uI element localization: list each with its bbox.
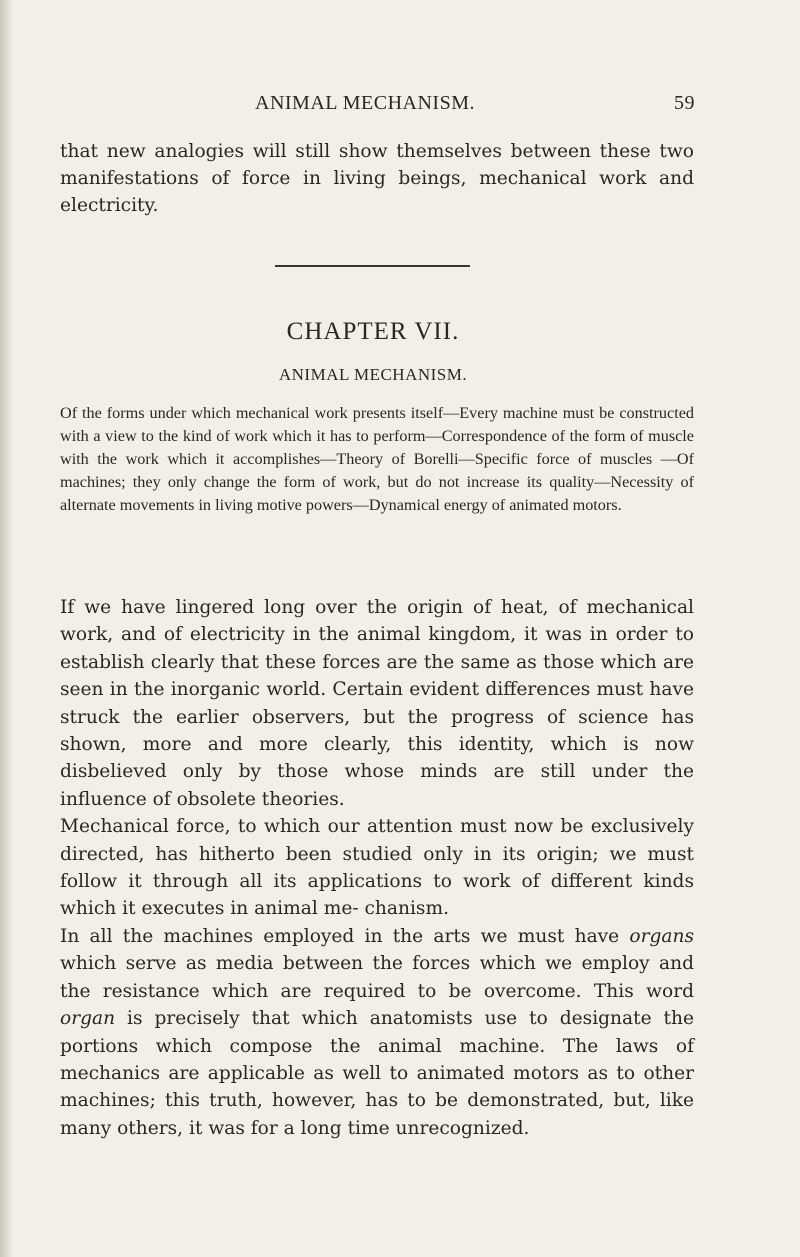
chapter-subtitle: ANIMAL MECHANISM.: [278, 365, 468, 384]
body-paragraph-3: [60, 923, 694, 1142]
body-paragraph-2: Mechanical force, to which our attention must now be exclusively directed, has hitherto been studied only in its origin; we must follow it through all its applications to work of different kinds which it executes in animal me- chanism.: [60, 816, 694, 920]
page-number: 59: [674, 92, 695, 114]
emphasis-organ: organ: [60, 1008, 116, 1030]
chapter-title: CHAPTER VII.: [286, 318, 460, 345]
chapter-body: [60, 594, 694, 1142]
section-divider: [275, 265, 470, 267]
emphasis-organs: organs: [629, 925, 694, 947]
intro-paragraph: that new analogies will still show themselves between these two manifestations of force in living beings, mechanical work and electricity.: [60, 141, 694, 216]
intro-paragraph-block: [60, 138, 694, 219]
body-paragraph-3-text-c: is precisely that which anatomists use to designate the portions which compose the animal machine. The laws of mechanics are applicable as well to animated motors as to other machines; this truth, however, has to be demonstrated, but, like many others, it was for a long time unrecognized.: [60, 1008, 694, 1139]
chapter-summary: Of the forms under which mechanical work presents itself—Every machine must be constructed with a view to the kind of work which it has to perform—Correspondence of the form of muscle with the work which it accomplishes—Theory of Borelli—Specific force of muscles —Of machines; they only change the form of work, but do not increase its quality—Necessity of alternate movements in living motive powers—Dynamical energy of animated motors.: [60, 404, 694, 514]
body-paragraph-1: If we have lingered long over the origin of heat, of mechanical work, and of electricity in the animal kingdom, it was in order to establish clearly that these forces are the same as those which are seen in the inorganic world. Certain evident differences must have struck the earlier observers, but the progress of science has shown, more and more clearly, this identity, which is now disbelieved only by those whose minds are still under the influence of obsolete theories.: [60, 597, 694, 810]
chapter-summary-block: [60, 402, 694, 517]
running-title: ANIMAL MECHANISM.: [255, 92, 475, 114]
page-edge-shadow: [0, 0, 14, 1257]
body-paragraph-3-text-b: which serve as media between the forces which we employ and the resistance which are required to be overcome. This word: [60, 953, 694, 1002]
body-paragraph-3-text-a: In all the machines employed in the arts we must have: [60, 925, 630, 947]
